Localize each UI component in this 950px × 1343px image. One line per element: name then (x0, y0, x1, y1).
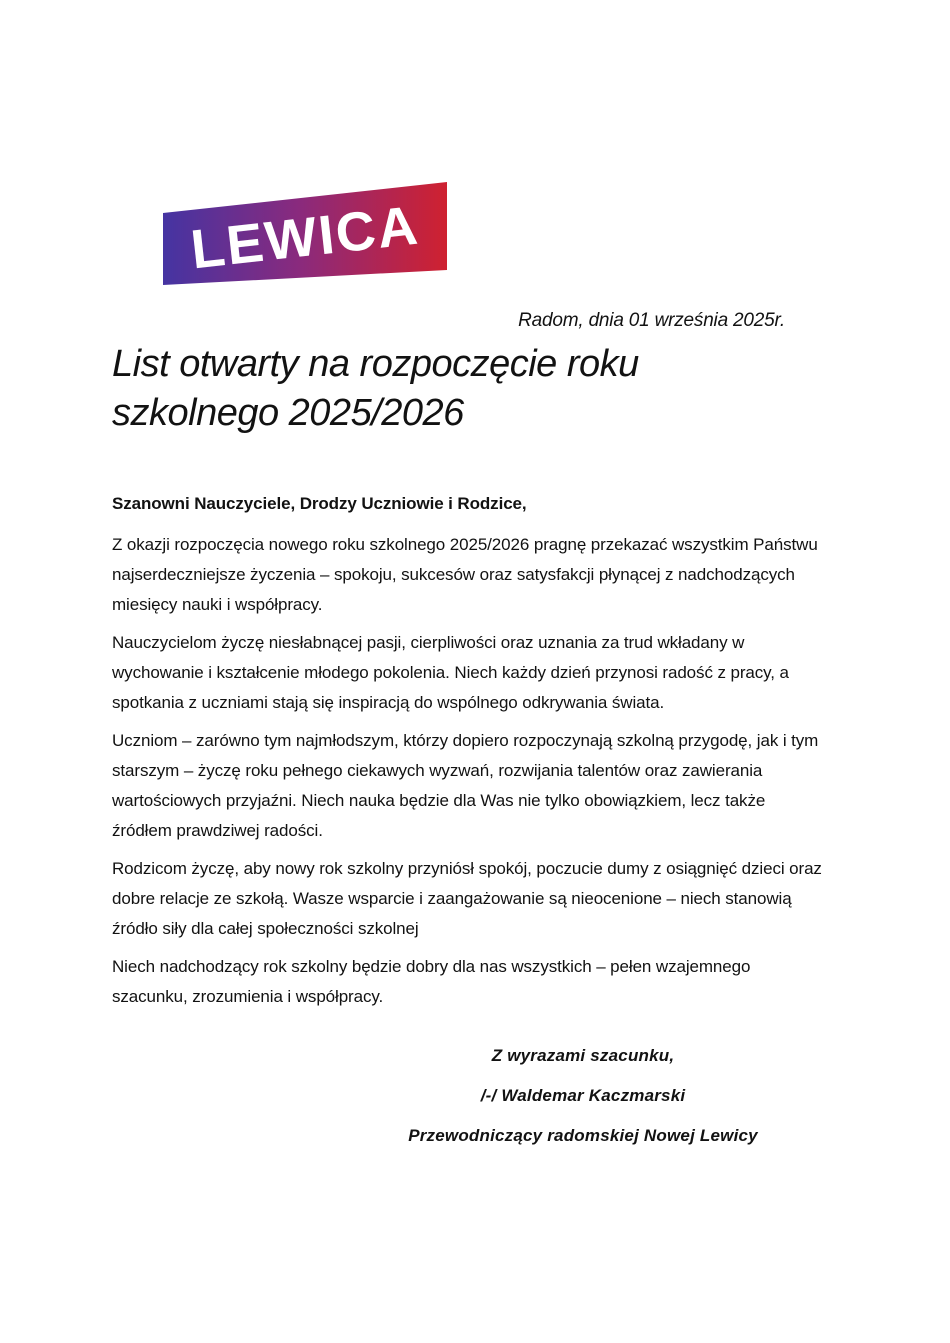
letter-title: List otwarty na rozpoczęcie roku szkolnego 2025/2026 (112, 343, 639, 434)
signature-closing: Z wyrazami szacunku, (491, 1046, 675, 1065)
letter-paragraph-parents: Rodzicom życzę, aby nowy rok szkolny przyniósł spokój, poczucie dumy z osiągnięć dzieci oraz dobre relacje ze szkołą. Wasze wsparcie i zaangażowanie są nieocenione – niech stanowią źródło siły dla całej społeczności szkolnej (112, 859, 822, 938)
signature-block (227, 1036, 939, 1156)
letter-paragraph-students: Uczniom – zarówno tym najmłodszym, którzy dopiero rozpoczynają szkolną przygodę, jak i tym starszym – życzę roku pełnego ciekawych wyzwań, rozwijania talentów oraz zawierania wartościowych przyjaźni. Niech nauka będzie dla Was nie tylko obowiązkiem, lecz także źródłem prawdziwej radości. (112, 731, 819, 840)
letter-greeting: Szanowni Nauczyciele, Drodzy Uczniowie i Rodzice, (112, 494, 527, 513)
letter-body (112, 489, 824, 1156)
letter-paragraph-closing-wish: Niech nadchodzący rok szkolny będzie dobry dla nas wszystkich – pełen wzajemnego szacunku, zrozumienia i współpracy. (112, 957, 751, 1006)
letter-dateline: Radom, dnia 01 września 2025r. (518, 310, 785, 331)
lewica-logo-banner (163, 180, 447, 286)
signature-role: Przewodniczący radomskiej Nowej Lewicy (408, 1126, 758, 1145)
lewica-logo (163, 180, 447, 286)
letter-paragraph-wishes: Z okazji rozpoczęcia nowego roku szkolnego 2025/2026 pragnę przekazać wszystkim Państwu najserdeczniejsze życzenia – spokoju, sukcesów oraz satysfakcji płynącej z nadchodzących miesięcy nauki i współpracy. (112, 535, 818, 614)
signature-name: /-/ Waldemar Kaczmarski (480, 1086, 686, 1105)
lewica-logo-text: LEWICA (187, 193, 423, 281)
letter-paragraph-teachers: Nauczycielom życzę niesłabnącej pasji, cierpliwości oraz uznania za trud wkładany w wychowanie i kształcenie młodego pokolenia. Niech każdy dzień przynosi radość z pracy, a spotkania z uczniami stają się inspiracją do wspólnego odkrywania świata. (112, 633, 789, 712)
